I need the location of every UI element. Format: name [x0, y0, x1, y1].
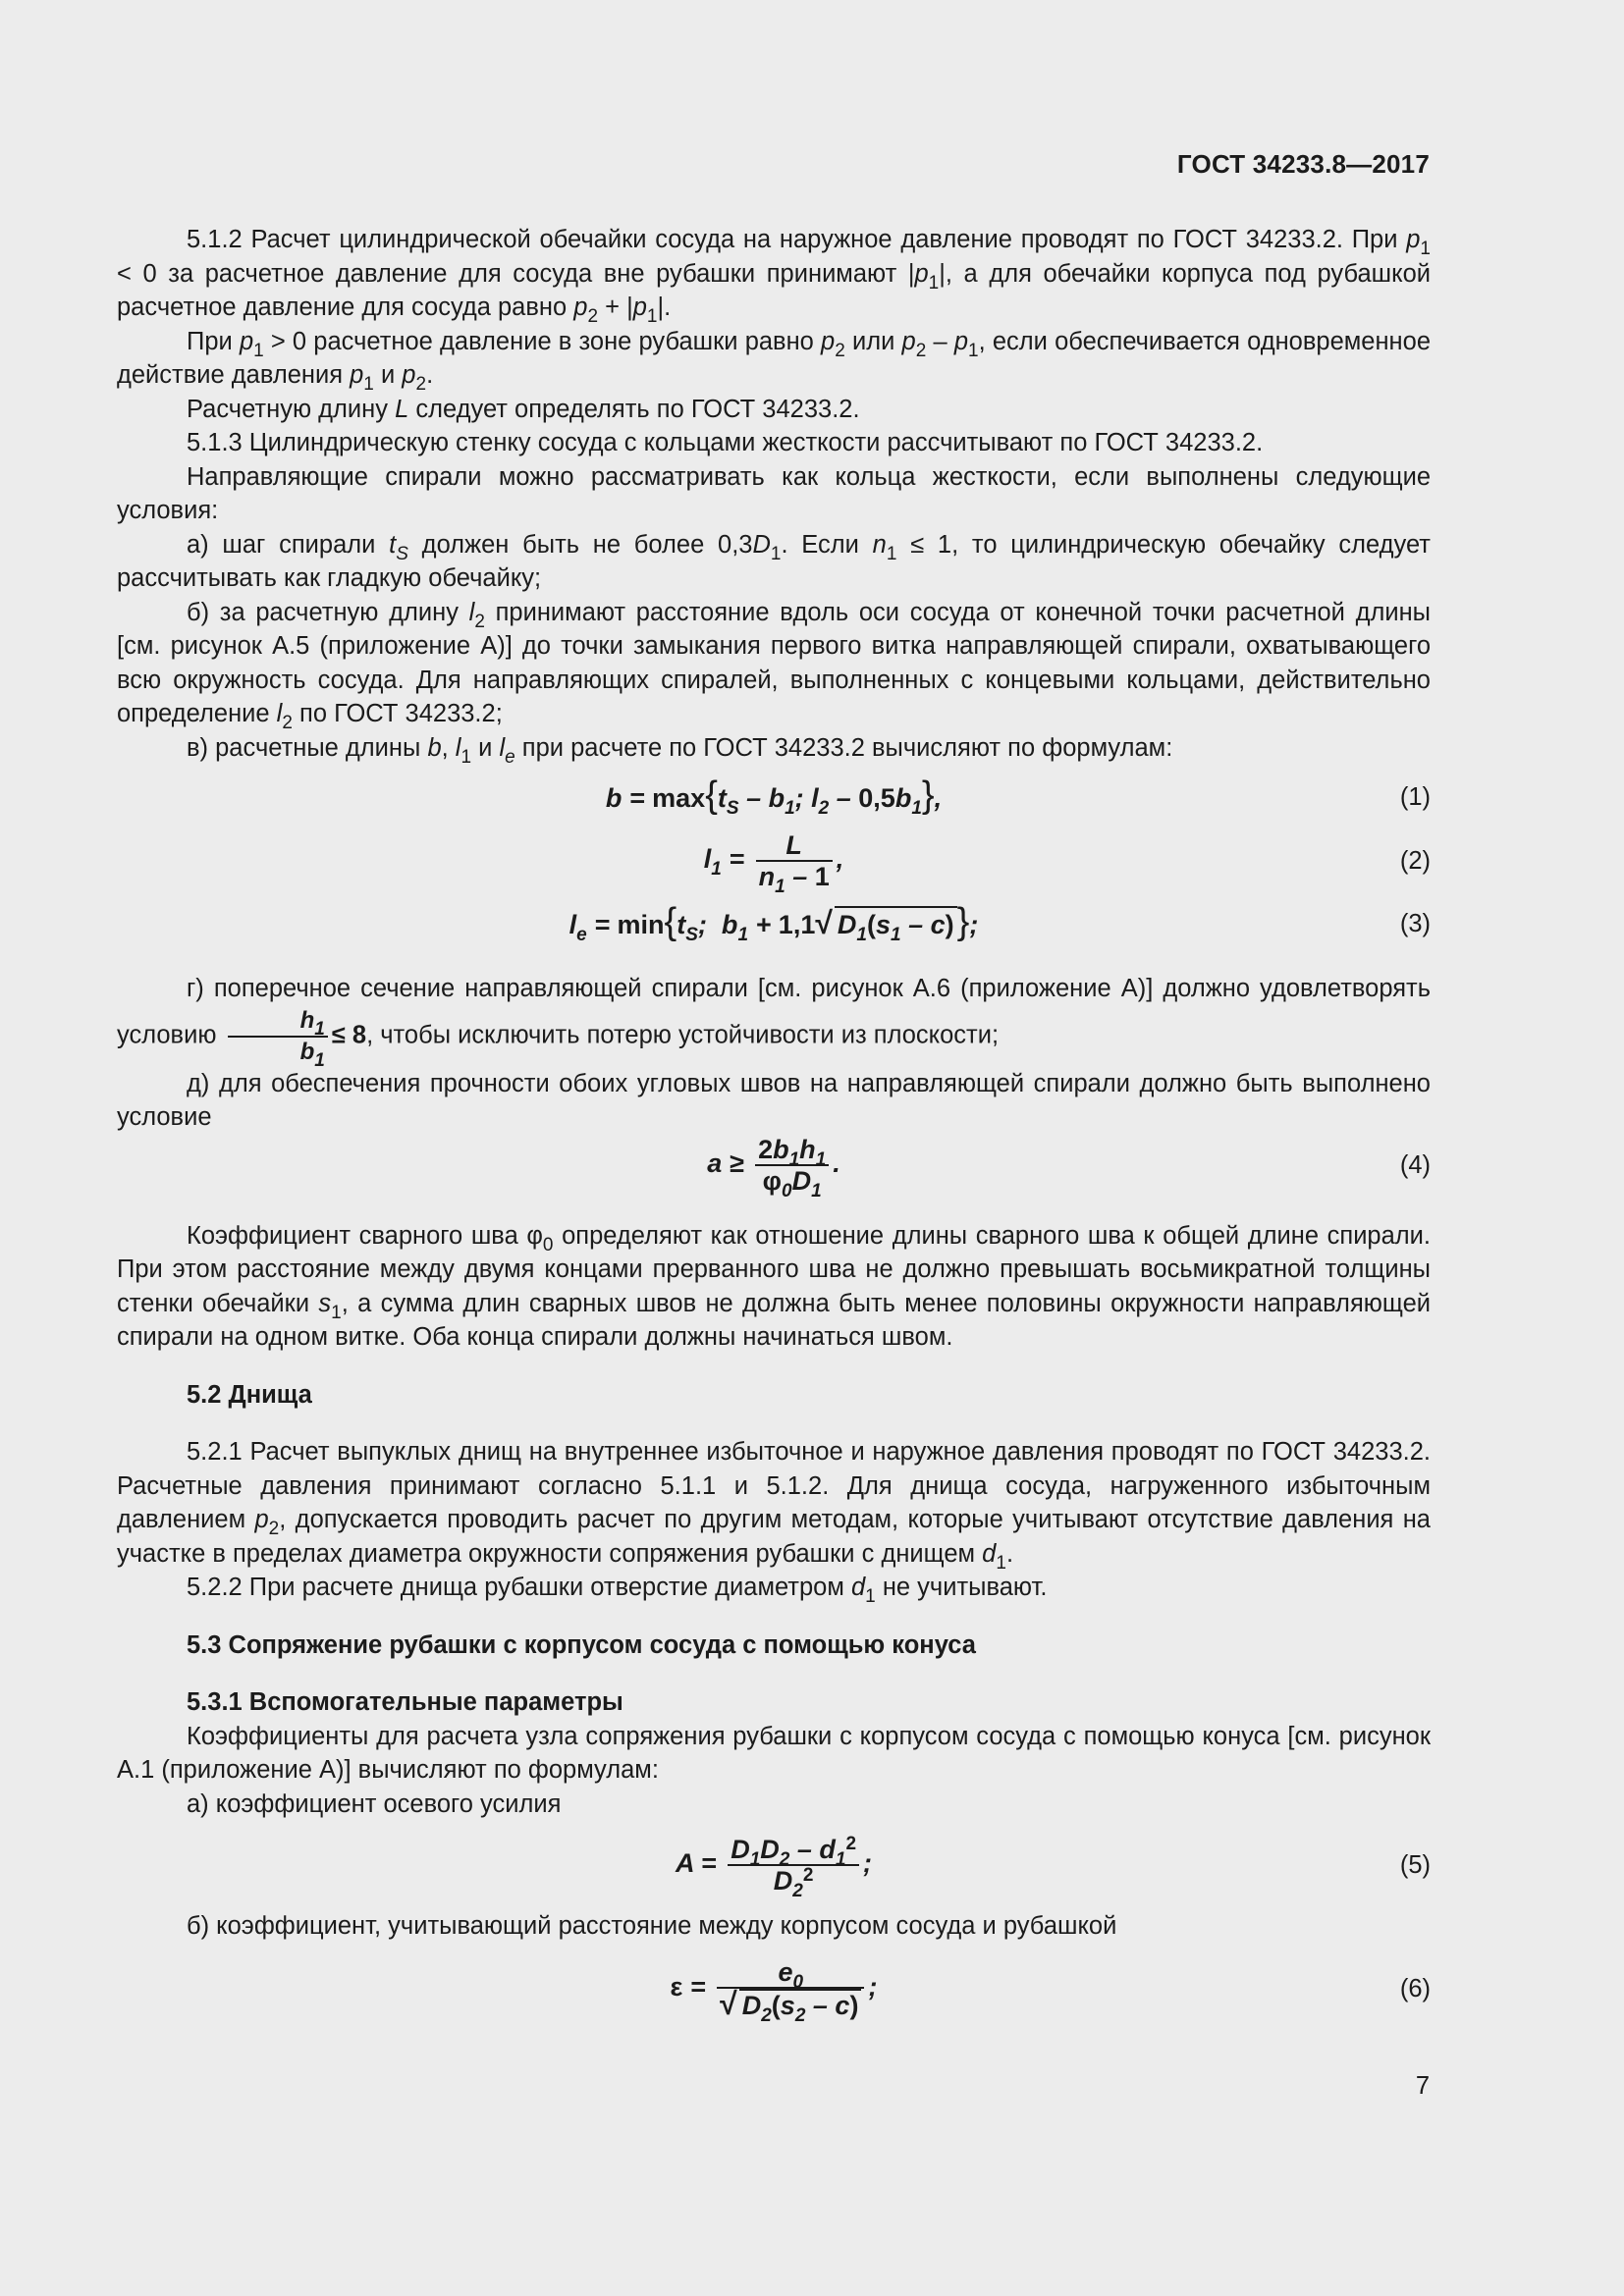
equation-number: (2) [1399, 846, 1431, 875]
paragraph: Расчетную длину L следует определять по ГОСТ 34233.2. [187, 395, 860, 423]
paragraph-5-1-2: 5.1.2 Расчет цилиндрической обечайки сосуда на наружное давление проводят по ГОСТ 34233.2. При $p_1 < 0$ за расчетное давление для сосуда вне рубашки принимают $|p_1|$, а для обечайки корпуса под рубашкой расчетное давление для сосуда равно $p_2 + |p_1|$. [117, 226, 1431, 327]
section-heading-5-2: 5.2 Днища [187, 1380, 312, 1409]
equation-number: (3) [1399, 909, 1431, 937]
section-heading-5-3: 5.3 Сопряжение рубашки с корпусом сосуда с помощью конуса [187, 1630, 976, 1659]
list-item-d: д) для обеспечения прочности обоих угловых швов на направляющей спирали должно быть выполнено условие [117, 1069, 1431, 1131]
equation-number: (5) [1399, 1850, 1431, 1879]
paragraph: Коэффициент сварного шва $\varphi_0$ определяют как отношение длины сварного шва к общей длине спирали. При этом расстояние между двумя концами прерванного шва не должно превышать восьмикратной толщины стенки обечайки $s_1$, а сумма длин сварных швов не должна быть менее половины окружности направляющей спирали на одном витке. Оба конца спирали должны начинаться швом. [117, 1221, 1432, 1351]
paragraph: При $p_1 > 0$ расчетное давление в зоне рубашки равно $p_2$ или $p_2 - p_1$, если обеспечивается одновременное действие давления $p_1$ и $p_2$. [117, 327, 1431, 395]
paragraph-5-1-3: 5.1.3 Цилиндрическую стенку сосуда с кольцами жесткости рассчитывают по ГОСТ 34233.2. [187, 429, 1264, 456]
paragraph: Направляющие спирали можно рассматривать как кольца жесткости, если выполнены следующие условия: [117, 462, 1431, 524]
page-body [117, 223, 1432, 2026]
paragraph: Коэффициенты для расчета узла сопряжения рубашки с корпусом сосуда с помощью конуса [см. рисунок А.1 (приложение А)] вычисляют по формулам: [117, 1722, 1431, 1784]
equation-number: (6) [1399, 1974, 1431, 2002]
equation-4: a ≥ $\frac{2b_1h_1}{\varphi_0D_1}$ . (4) [707, 1134, 1431, 1201]
equation-5: A = $\frac{D_1D_2 - d_1^2}{D_2^2}$ ; (5) [675, 1834, 1431, 1901]
page-number: 7 [1415, 2072, 1430, 2100]
list-item-v: в) расчетные длины b, $l_1$ и $l_e$ при расчете по ГОСТ 34233.2 вычисляют по формулам: [187, 733, 1173, 768]
equation-number: (4) [1399, 1150, 1431, 1179]
paragraph-5-2-1: 5.2.1 Расчет выпуклых днищ на внутреннее избыточное и наружное давления проводят по ГОСТ 34233.2. Расчетные давления принимают согласно 5.1.1 и 5.1.2. Для днища сосуда, нагруженного избыточным давлением $p_2$, допускается проводить расчет по другим методам, которые учитывают отсутствие давления на участке в пределах диаметра окружности сопряжения рубашки с днищем $d_1$. [117, 1438, 1431, 1574]
equation-6: ε = $\frac{e_0}{√ D_2(s_2 - c)}$ ; (6) [670, 1956, 1431, 2026]
list-item-a: а) коэффициент осевого усилия [187, 1789, 562, 1818]
list-item-g: г) поперечное сечение направляющей спирали [см. рисунок А.6 (приложение А)] должно удовлетворять условию $\frac{h_1}{b_1}$ ≤ 8, чтобы исключить потерю устойчивости из плоскости; [117, 975, 1431, 1071]
equation-number: (1) [1399, 783, 1431, 811]
list-item-b: б) коэффициент, учитывающий расстояние между корпусом сосуда и рубашкой [187, 1912, 1117, 1940]
list-item-b: б) за расчетную длину $l_2$ принимают расстояние вдоль оси сосуда от конечной точки расчетной длины [см. рисунок А.5 (приложение А)] до точки замыкания первого витка направляющей спирали, охватывающего всю окружность сосуда. Для направляющих спиралей, выполненных с концевыми кольцами, действительно определение $l_2$ по ГОСТ 34233.2; [117, 598, 1431, 733]
equation-2: $l_1$ = $\frac{L}{n_1 - 1}$ , (2) [703, 829, 1431, 897]
list-item-a: а) шаг спирали $t_S$ должен быть не более $0,3D_1$. Если $n_1 \le 1$, то цилиндрическую обечайку следует рассчитывать как гладкую обечайку; [117, 530, 1431, 592]
paragraph-5-2-2: 5.2.2 При расчете днища рубашки отверстие диаметром $d_1$ не учитывают. [187, 1574, 1048, 1607]
equation-3: $l_e = \min\{t_S$; $b_1 + 1,1√$ $D_1(s_1 - c)$}; (3) [568, 900, 1431, 945]
section-heading-5-3-1: 5.3.1 Вспомогательные параметры [187, 1688, 623, 1716]
equation-1: $b = \max\{t_S - b_1$; $l_2 - 0,5b_1$}, (1) [605, 774, 1431, 819]
standard-header: ГОСТ 34233.8—2017 [1176, 149, 1430, 179]
